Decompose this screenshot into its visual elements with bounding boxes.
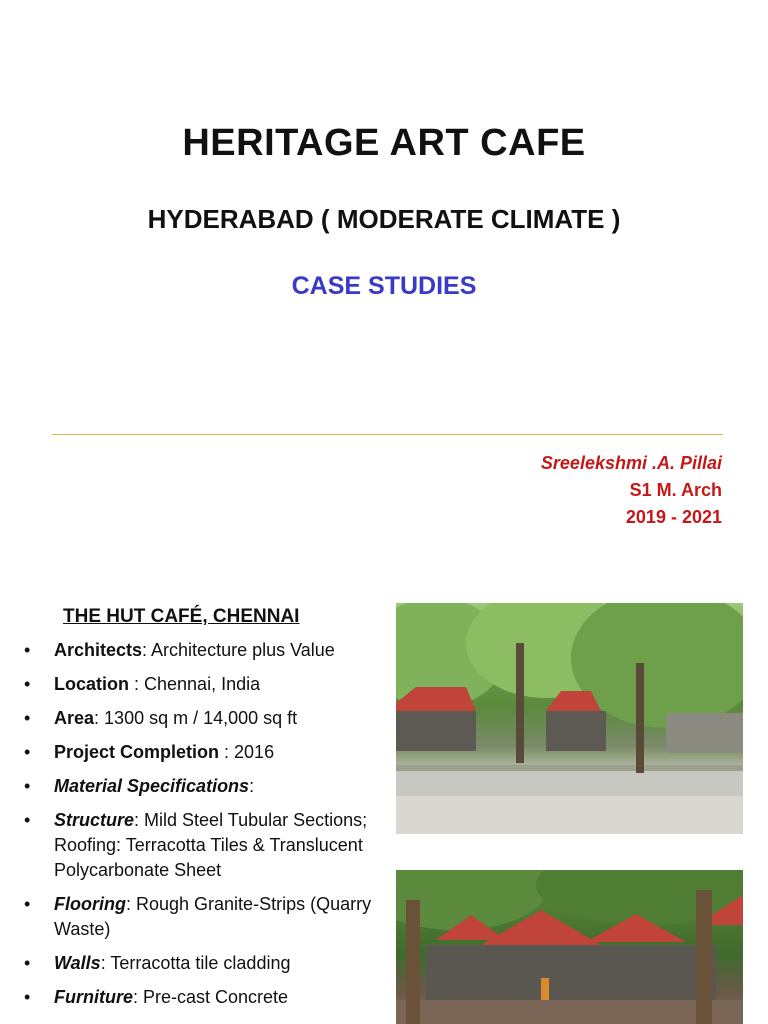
spec-sep: : [129,674,145,694]
spec-item-architects [24,638,386,663]
spec-value: Mild Steel Tubular Sections; Roofing: Terracotta Tiles & Translucent Polycarbonate Sheet [54,810,368,880]
spec-label: Area [54,708,95,728]
spec-item-area [24,706,386,731]
spec-label: Structure [54,810,135,830]
bullet-icon: • [24,640,31,660]
spec-sep: : [219,742,235,762]
spec-item-furniture [24,985,386,1010]
spec-item-structure [24,808,386,883]
spec-value: Chennai, India [144,674,261,694]
spec-sep: : [94,708,105,728]
cafe-photo-exterior [396,603,743,834]
spec-sep: : [134,810,145,830]
case-study-heading: THE HUT CAFÉ, CHENNAI [63,606,300,627]
author-name: Sreelekshmi .A. Pillai [540,453,722,473]
spec-label: Material Specifications [54,776,250,796]
spec-value: Pre-cast Concrete [143,987,289,1007]
spec-value: Terracotta tile cladding [110,953,291,973]
spec-sep: : [133,987,144,1007]
spec-label: Furniture [54,987,133,1007]
page-title: HERITAGE ART CAFE [182,122,586,164]
section-label: CASE STUDIES [291,272,477,300]
spec-value: 1300 sq m / 14,000 sq ft [104,708,298,728]
spec-sep: : [142,640,152,660]
spec-value: Architecture plus Value [151,640,335,660]
spec-item-location [24,672,386,697]
author-block [541,450,722,531]
spec-item-materials [24,774,386,799]
spec-label: Walls [54,953,101,973]
cafe-photo-interior-drawing [396,870,743,1024]
spec-value: 2016 [234,742,275,762]
bullet-icon: • [24,810,31,830]
spec-item-flooring [24,892,386,942]
author-course: S1 M. Arch [629,480,722,500]
spec-item-completion [24,740,386,765]
spec-sep: : [100,953,111,973]
bullet-icon: • [24,776,31,796]
page-subtitle: HYDERABAD ( MODERATE CLIMATE ) [147,204,621,234]
bullet-icon: • [24,708,31,728]
bullet-icon: • [24,894,31,914]
author-years: 2019 - 2021 [625,507,722,527]
spec-list [24,638,386,1019]
spec-value: Rough Granite-Strips (Quarry Waste) [54,894,372,939]
spec-label: Project Completion [54,742,220,762]
spec-item-walls [24,951,386,976]
spec-label: Flooring [54,894,126,914]
bullet-icon: • [24,674,31,694]
spec-sep: : [125,894,136,914]
case-study-slide [0,570,768,1024]
bullet-icon: • [24,742,31,762]
cafe-photo-interior [396,870,743,1024]
spec-label: Location [54,674,129,694]
bullet-icon: • [24,953,31,973]
spec-sep: : [249,776,255,796]
divider [52,434,723,435]
spec-label: Architects [54,640,143,660]
cafe-photo-exterior-drawing [396,603,743,834]
bullet-icon: • [24,987,31,1007]
